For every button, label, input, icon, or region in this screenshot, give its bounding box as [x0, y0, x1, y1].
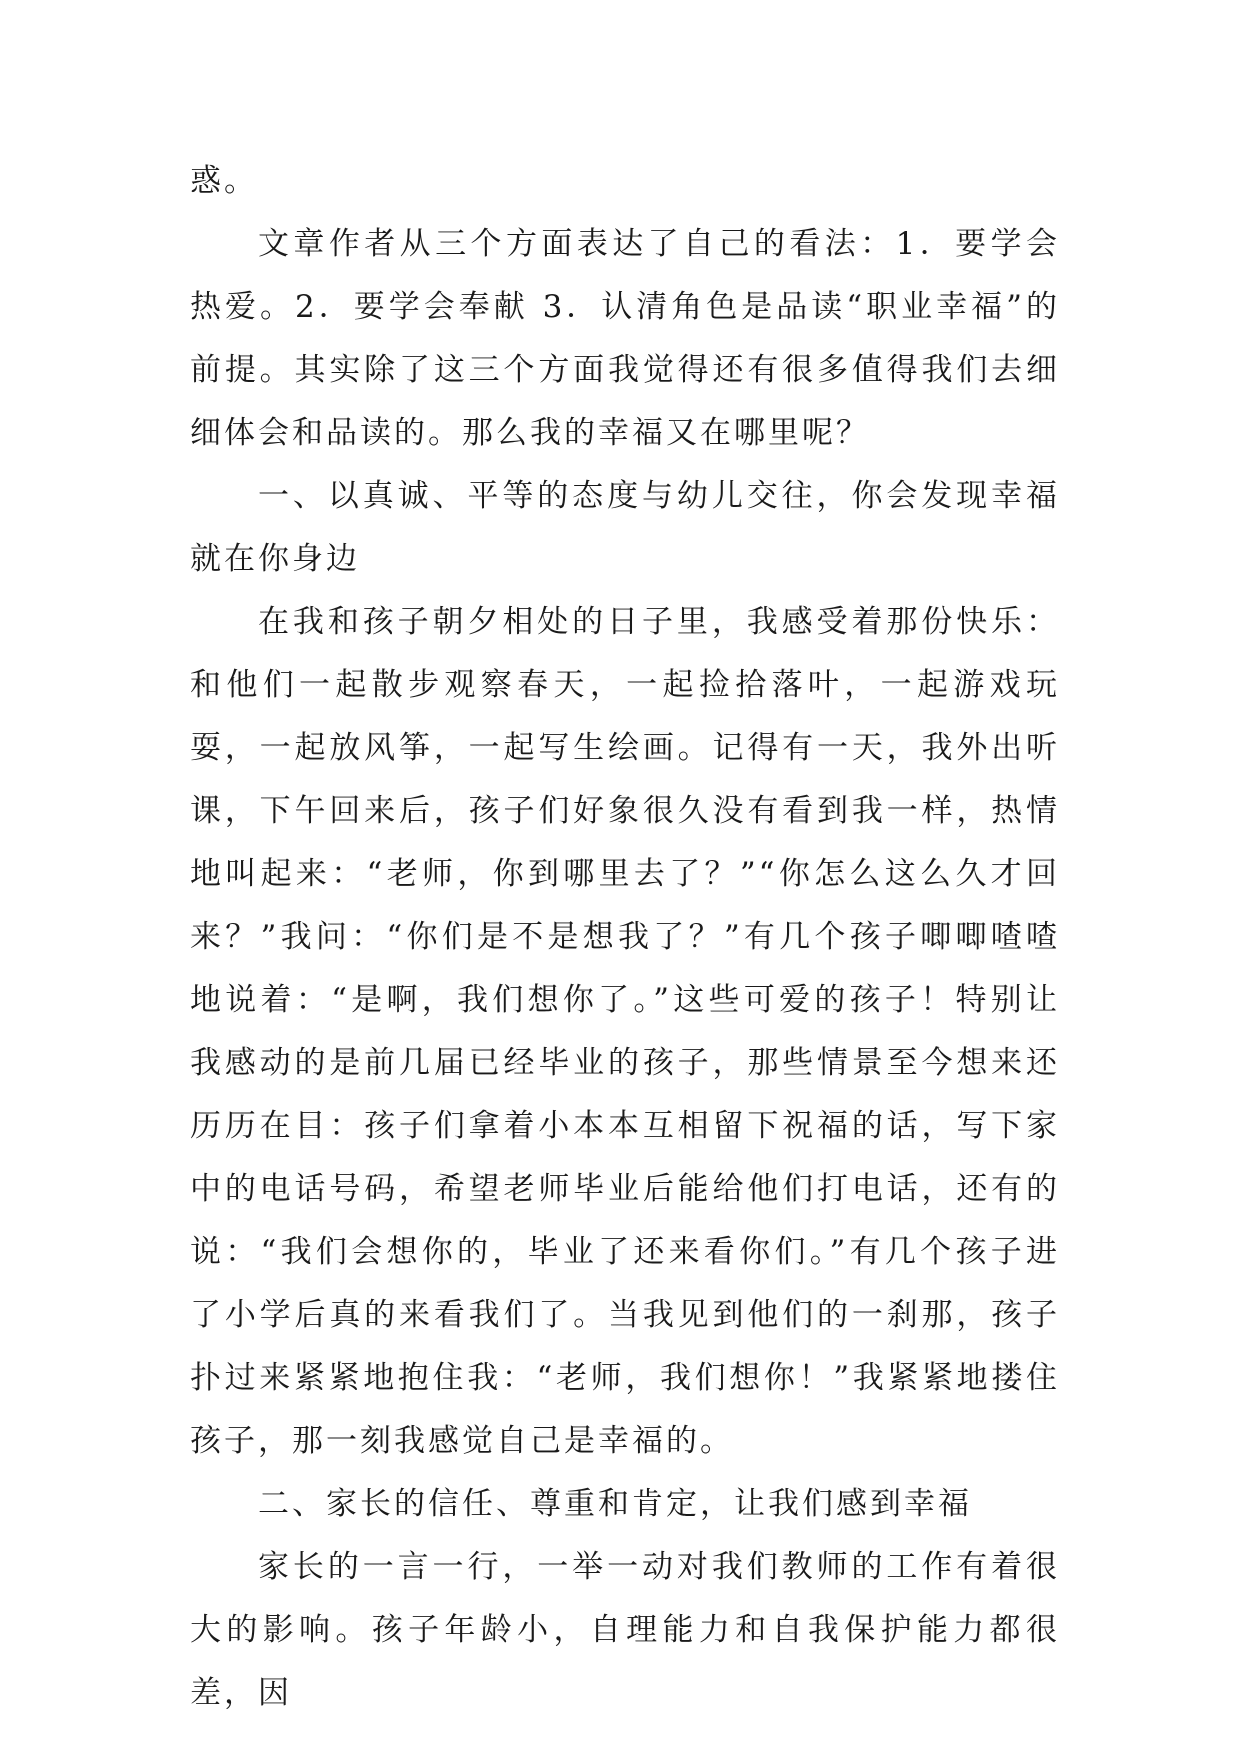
section-heading-one: 一、以真诚、平等的态度与幼儿交往，你会发现幸福就在你身边 [190, 478, 1060, 577]
section-heading-two: 二、家长的信任、尊重和肯定，让我们感到幸福 [258, 1486, 972, 1522]
paragraph-children-story: 在我和孩子朝夕相处的日子里，我感受着那份快乐：和他们一起散步观察春天，一起捡拾落叶，一起游戏玩耍，一起放风筝，一起写生绘画。记得有一天，我外出听课，下午回来后，孩子们好象很久没有看到我一样，热情地叫起来：“老师，你到哪里去了？”“你怎么这么久才回来？”我问：“你们是不是想我了？”有几个孩子唧唧喳喳地说着：“是啊，我们想你了。”这些可爱的孩子！特别让我感动的是前几届已经毕业的孩子，那些情景至今想来还历历在目：孩子们拿着小本本互相留下祝福的话，写下家中的电话号码，希望老师毕业后能给他们打电话，还有的说：“我们会想你的，毕业了还来看你们。”有几个孩子进了小学后真的来看我们了。当我见到他们的一刹那，孩子扑过来紧紧地抱住我：“老师，我们想你！”我紧紧地搂住孩子，那一刻我感觉自己是幸福的。 [190, 604, 1060, 1459]
paragraph-parents: 家长的一言一行，一举一动对我们教师的工作有着很大的影响。孩子年龄小，自理能力和自我保护能力都很差，因 [190, 1549, 1060, 1711]
document-body [190, 150, 1060, 1725]
paragraph-author-views: 文章作者从三个方面表达了自己的看法：1．要学会热爱。2．要学会奉献 3．认清角色是品读“职业幸福”的前提。其实除了这三个方面我觉得还有很多值得我们去细细体会和品读的。那么我的幸福又在哪里呢？ [190, 226, 1060, 451]
paragraph-continuation: 惑。 [190, 163, 258, 199]
